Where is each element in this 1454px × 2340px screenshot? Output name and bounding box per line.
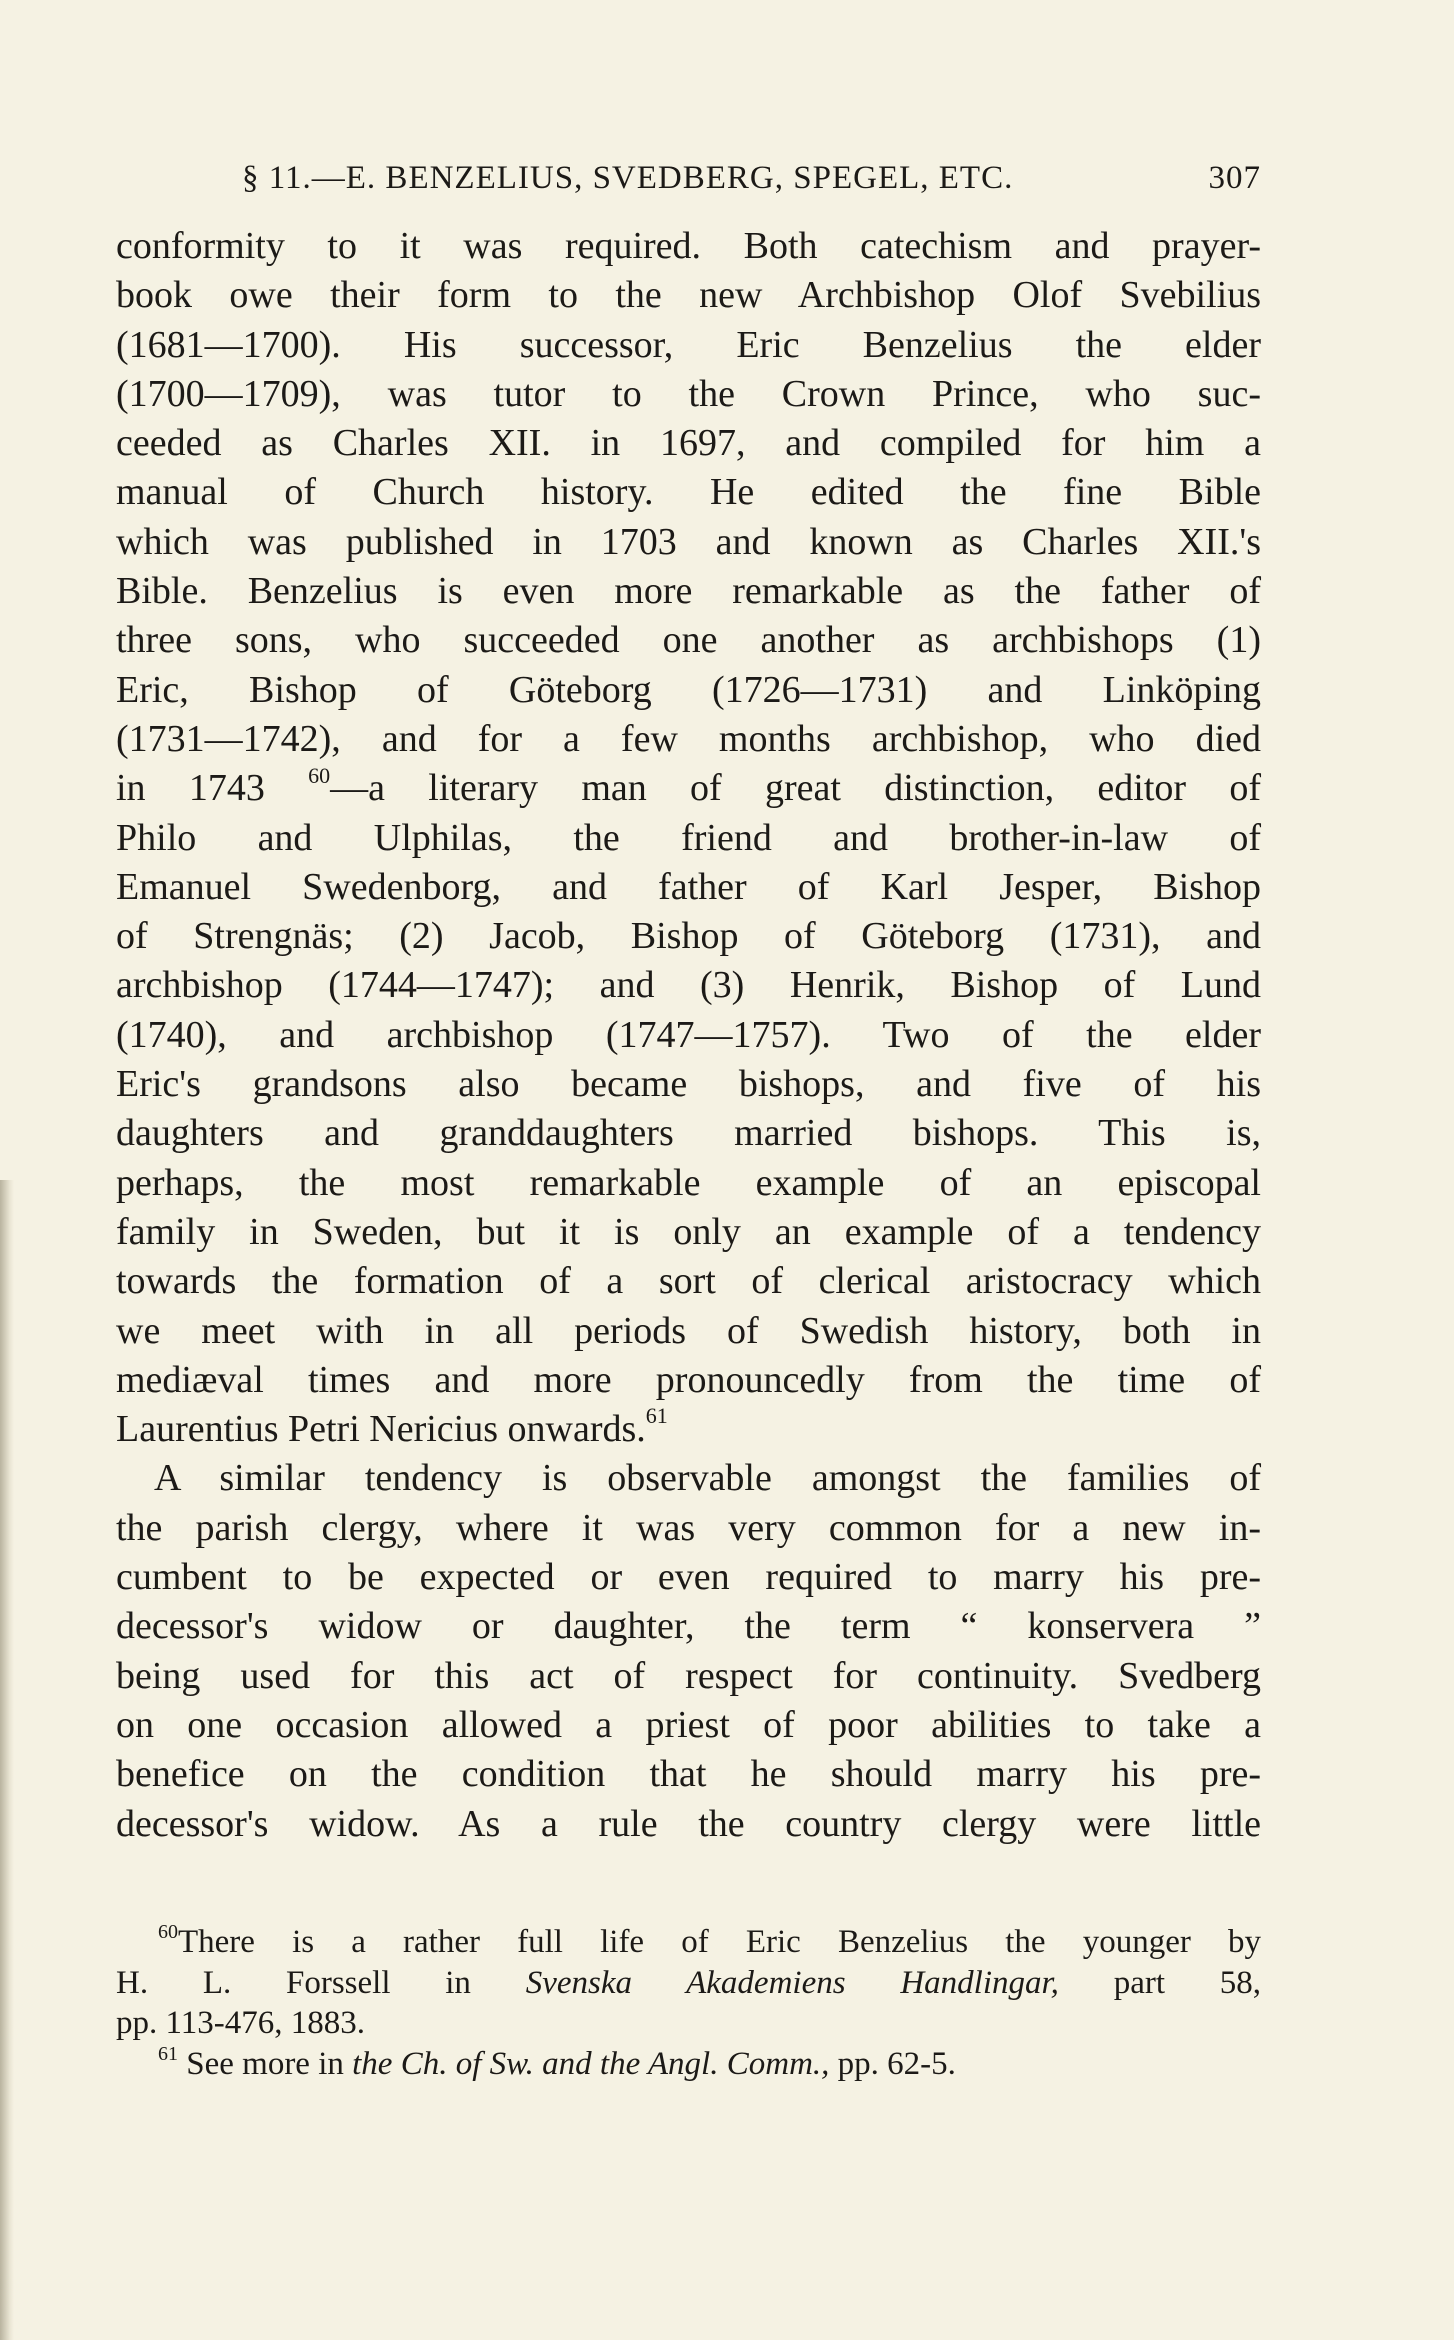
footnote-marker-60: 60 <box>158 1921 178 1943</box>
text-fragment: Laurentius Petri Nericius onwards. <box>116 1408 646 1451</box>
text-line: being used for this act of respect for continuity. Svedberg <box>116 1654 1261 1697</box>
text-line: Bible. Benzelius is even more remarkable as the father of <box>116 570 1261 613</box>
footnote-60-line <box>116 1963 1261 2004</box>
text-line: archbishop (1744—1747); and (3) Henrik, Bishop of Lund <box>116 964 1261 1007</box>
footnote-text: H. L. Forssell in <box>116 1964 526 2001</box>
footnote-60-line <box>116 1922 1261 1963</box>
main-text <box>116 222 1261 1849</box>
footnotes <box>116 1922 1261 2084</box>
text-line: Eric, Bishop of Göteborg (1726—1731) and Linköping <box>116 668 1261 711</box>
text-line-with-note-61 <box>116 1405 1261 1454</box>
text-line: daughters and granddaughters married bishops. This is, <box>116 1112 1261 1155</box>
text-fragment: —a literary man of great distinction, editor of <box>330 767 1262 810</box>
text-line: benefice on the condition that he should marry his pre- <box>116 1753 1261 1796</box>
text-line: manual of Church history. He edited the fine Bible <box>116 471 1261 514</box>
text-line: towards the formation of a sort of clerical aristocracy which <box>116 1260 1261 1303</box>
text-line: on one occasion allowed a priest of poor abilities to take a <box>116 1703 1261 1746</box>
text-line: mediæval times and more pronouncedly from the time of <box>116 1358 1261 1401</box>
running-head: § 11.—E. BENZELIUS, SVEDBERG, SPEGEL, ETC. <box>242 160 1014 196</box>
text-line: (1731—1742), and for a few months archbishop, who died <box>116 717 1261 760</box>
footnote-text: See more in <box>178 2045 353 2082</box>
footnote-60-line: pp. 113-476, 1883. <box>116 2005 366 2041</box>
page-number: 307 <box>1208 160 1261 196</box>
text-line: (1700—1709), was tutor to the Crown Prince, who suc- <box>116 372 1261 415</box>
text-line: ceeded as Charles XII. in 1697, and compiled for him a <box>116 422 1261 465</box>
text-line: the parish clergy, where it was very common for a new in- <box>116 1506 1261 1549</box>
text-line-with-note-60 <box>116 764 1261 813</box>
footnote-text: part 58, <box>1058 1964 1261 2001</box>
text-line: cumbent to be expected or even required to marry his pre- <box>116 1556 1261 1599</box>
text-line: (1740), and archbishop (1747—1757). Two of the elder <box>116 1013 1261 1056</box>
text-line: Philo and Ulphilas, the friend and brother-in-law of <box>116 816 1261 859</box>
text-line: of Strengnäs; (2) Jacob, Bishop of Göteborg (1731), and <box>116 915 1261 958</box>
footnote-ref-61: 61 <box>645 1403 668 1429</box>
text-line: three sons, who succeeded one another as archbishops (1) <box>116 619 1261 662</box>
text-line: Emanuel Swedenborg, and father of Karl Jesper, Bishop <box>116 865 1261 908</box>
text-line: perhaps, the most remarkable example of an episcopal <box>116 1161 1261 1204</box>
footnote-title: Svenska Akademiens Handlingar, <box>525 1964 1059 2001</box>
text-line: Eric's grandsons also became bishops, and five of his <box>116 1063 1261 1106</box>
footnote-marker-61: 61 <box>158 2042 178 2065</box>
footnote-text: pp. 62-5. <box>829 2045 956 2082</box>
text-line: A similar tendency is observable amongst the families of <box>154 1457 1261 1500</box>
text-line: conformity to it was required. Both catechism and prayer- <box>116 225 1261 267</box>
binding-shadow <box>0 1180 14 2340</box>
text-fragment: in 1743 <box>116 767 265 810</box>
footnote-ref-60: 60 <box>308 762 331 788</box>
page-header <box>116 160 1261 210</box>
text-line: decessor's widow or daughter, the term “ konservera ” <box>116 1605 1261 1648</box>
footnote-61-line <box>116 2044 1261 2085</box>
text-line: (1681—1700). His successor, Eric Benzelius the elder <box>116 323 1261 366</box>
text-line: family in Sweden, but it is only an example of a tendency <box>116 1210 1261 1253</box>
footnote-text: There is a rather full life of Eric Benzelius the younger by <box>178 1924 1261 1960</box>
footnote-title: the Ch. of Sw. and the Angl. Comm., <box>352 2045 830 2082</box>
text-line: we meet with in all periods of Swedish history, both in <box>116 1309 1261 1352</box>
text-line: book owe their form to the new Archbishop Olof Svebilius <box>116 274 1261 317</box>
text-line: decessor's widow. As a rule the country clergy were little <box>116 1802 1261 1845</box>
text-line: which was published in 1703 and known as Charles XII.'s <box>116 520 1261 563</box>
